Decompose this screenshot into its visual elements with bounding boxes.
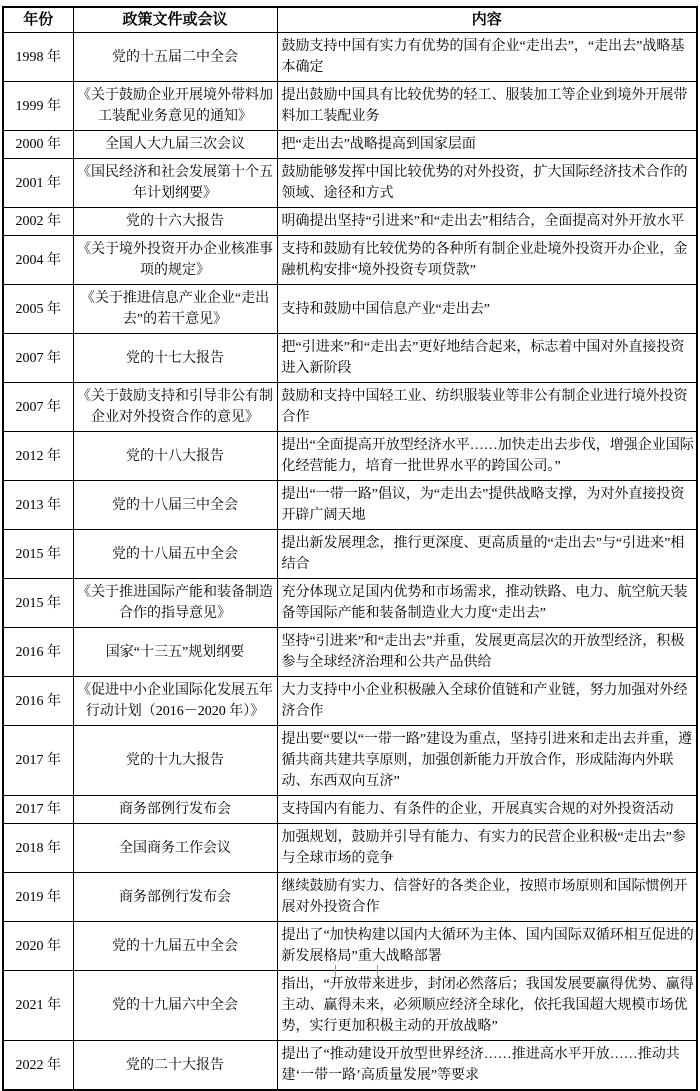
table-row [3,82,697,131]
content-cell: 提出新发展理念，推行更深度、更高质量的“走出去”与“引进来”相结合 [277,530,697,579]
policy-cell: 《关于境外投资开办企业核准事项的规定》 [73,236,277,285]
content-cell: 提出鼓励中国具有比较优势的轻工、服装加工等企业到境外开展带料加工装配业务 [277,82,697,131]
year-cell: 2012 年 [3,432,73,481]
content-cell: 支持国内有能力、有条件的企业，开展真实合规的对外投资活动 [277,796,697,824]
table-row [3,432,697,481]
policy-cell: 《关于鼓励企业开展境外带料加工装配业务意见的通知》 [73,82,277,131]
table-header [3,7,697,33]
table-row [3,628,697,677]
table-row [3,208,697,236]
header-year: 年份 [3,7,73,33]
content-cell: 提出了“推动建设开放型世界经济……推进高水平开放……推动共建‘一带一路’高质量发展”等要求 [277,1041,697,1091]
table-row [3,677,697,726]
year-cell: 2000 年 [3,131,73,159]
year-cell: 1999 年 [3,82,73,131]
policy-cell: 党的十九届五中全会 [73,922,277,971]
policy-cell: 党的十八届三中全会 [73,481,277,530]
policy-cell: 党的十八届五中全会 [73,530,277,579]
policy-cell: 国家“十三五”规划纲要 [73,628,277,677]
content-cell: 提出了“加快构建以国内大循环为主体、国内国际双循环相互促进的新发展格局”重大战略部署 [277,922,697,971]
cropped-box-artifact [335,965,378,979]
year-cell: 2022 年 [3,1041,73,1091]
year-cell: 2018 年 [3,824,73,873]
policy-cell: 全国人大九届三次会议 [73,131,277,159]
policy-cell: 全国商务工作会议 [73,824,277,873]
table-row [3,1041,697,1091]
content-cell: 大力支持中小企业积极融入全球价值链和产业链，努力加强对外经济合作 [277,677,697,726]
year-cell: 2007 年 [3,334,73,383]
policy-cell: 《关于推进国际产能和装备制造合作的指导意见》 [73,579,277,628]
content-cell: 鼓励能够发挥中国比较优势的对外投资，扩大国际经济技术合作的领域、途径和方式 [277,159,697,208]
policy-cell: 党的二十大报告 [73,1041,277,1091]
policy-cell: 党的十七大报告 [73,334,277,383]
table-row [3,33,697,82]
year-cell: 2002 年 [3,208,73,236]
year-cell: 2004 年 [3,236,73,285]
year-cell: 2015 年 [3,579,73,628]
table-row [3,922,697,971]
year-cell: 2007 年 [3,383,73,432]
policy-cell: 党的十九大报告 [73,726,277,796]
header-row [3,7,697,33]
policy-cell: 《关于推进信息产业企业“走出去”的若干意见》 [73,285,277,334]
content-cell: 鼓励支持中国有实力有优势的国有企业“走出去”，“走出去”战略基本确定 [277,33,697,82]
header-content: 内容 [277,7,697,33]
content-cell: 把“引进来”和“走出去”更好地结合起来，标志着中国对外直接投资进入新阶段 [277,334,697,383]
year-cell: 2005 年 [3,285,73,334]
content-cell: 提出要“要以“一带一路”建设为重点，坚持引进来和走出去并重，遵循共商共建共享原则，加强创新能力开放合作，形成陆海内外联动、东西双向互济” [277,726,697,796]
table-row [3,334,697,383]
policy-cell: 商务部例行发布会 [73,873,277,922]
table-row [3,236,697,285]
table-row [3,796,697,824]
policy-cell: 党的十九届六中全会 [73,971,277,1041]
year-cell: 2015 年 [3,530,73,579]
year-cell: 2019 年 [3,873,73,922]
content-cell: 明确提出坚持“引进来”和“走出去”相结合，全面提高对外开放水平 [277,208,697,236]
year-cell: 1998 年 [3,33,73,82]
table-row [3,530,697,579]
table-row [3,579,697,628]
content-cell: 提出“一带一路”倡议，为“走出去”提供战略支撑，为对外直接投资开辟广阔天地 [277,481,697,530]
policy-cell: 党的十八大报告 [73,432,277,481]
year-cell: 2017 年 [3,726,73,796]
content-cell: 把“走出去”战略提高到国家层面 [277,131,697,159]
content-cell: 加强规划，鼓励并引导有能力、有实力的民营企业积极“走出去”参与全球市场的竞争 [277,824,697,873]
table-row [3,159,697,208]
table-row [3,873,697,922]
year-cell: 2020 年 [3,922,73,971]
year-cell: 2021 年 [3,971,73,1041]
policy-cell: 党的十六大报告 [73,208,277,236]
table-row [3,971,697,1041]
table-row [3,383,697,432]
content-cell: 支持和鼓励有比较优势的各种所有制企业赴境外投资开办企业，金融机构安排“境外投资专项贷款” [277,236,697,285]
table-row [3,285,697,334]
table-row [3,726,697,796]
policy-cell: 《关于鼓励支持和引导非公有制企业对外投资合作的意见》 [73,383,277,432]
table-row [3,481,697,530]
policy-cell: 《国民经济和社会发展第十个五年计划纲要》 [73,159,277,208]
content-cell: 鼓励和支持中国轻工业、纺织服装业等非公有制企业进行境外投资合作 [277,383,697,432]
year-cell: 2016 年 [3,677,73,726]
year-cell: 2017 年 [3,796,73,824]
content-cell: 指出，“开放带来进步，封闭必然落后；我国发展要赢得优势、赢得主动、赢得未来，必须顺应经济全球化，依托我国超大规模市场优势，实行更加积极主动的开放战略” [277,971,697,1041]
policy-cell: 《促进中小企业国际化发展五年行动计划（2016－2020 年）》 [73,677,277,726]
table-row [3,131,697,159]
content-cell: 继续鼓励有实力、信誉好的各类企业，按照市场原则和国际惯例开展对外投资合作 [277,873,697,922]
content-cell: 提出“全面提高开放型经济水平……加快走出去步伐，增强企业国际化经营能力，培育一批世界水平的跨国公司。” [277,432,697,481]
policy-table-body [3,33,697,1091]
content-cell: 坚持“引进来”和“走出去”并重，发展更高层次的开放型经济，积极参与全球经济治理和公共产品供给 [277,628,697,677]
policy-table [2,6,698,1091]
policy-cell: 商务部例行发布会 [73,796,277,824]
header-policy: 政策文件或会议 [73,7,277,33]
year-cell: 2013 年 [3,481,73,530]
content-cell: 充分体现立足国内优势和市场需求，推动铁路、电力、航空航天装备等国际产能和装备制造业大力度“走出去” [277,579,697,628]
year-cell: 2016 年 [3,628,73,677]
content-cell: 支持和鼓励中国信息产业“走出去” [277,285,697,334]
year-cell: 2001 年 [3,159,73,208]
table-row [3,824,697,873]
policy-cell: 党的十五届二中全会 [73,33,277,82]
